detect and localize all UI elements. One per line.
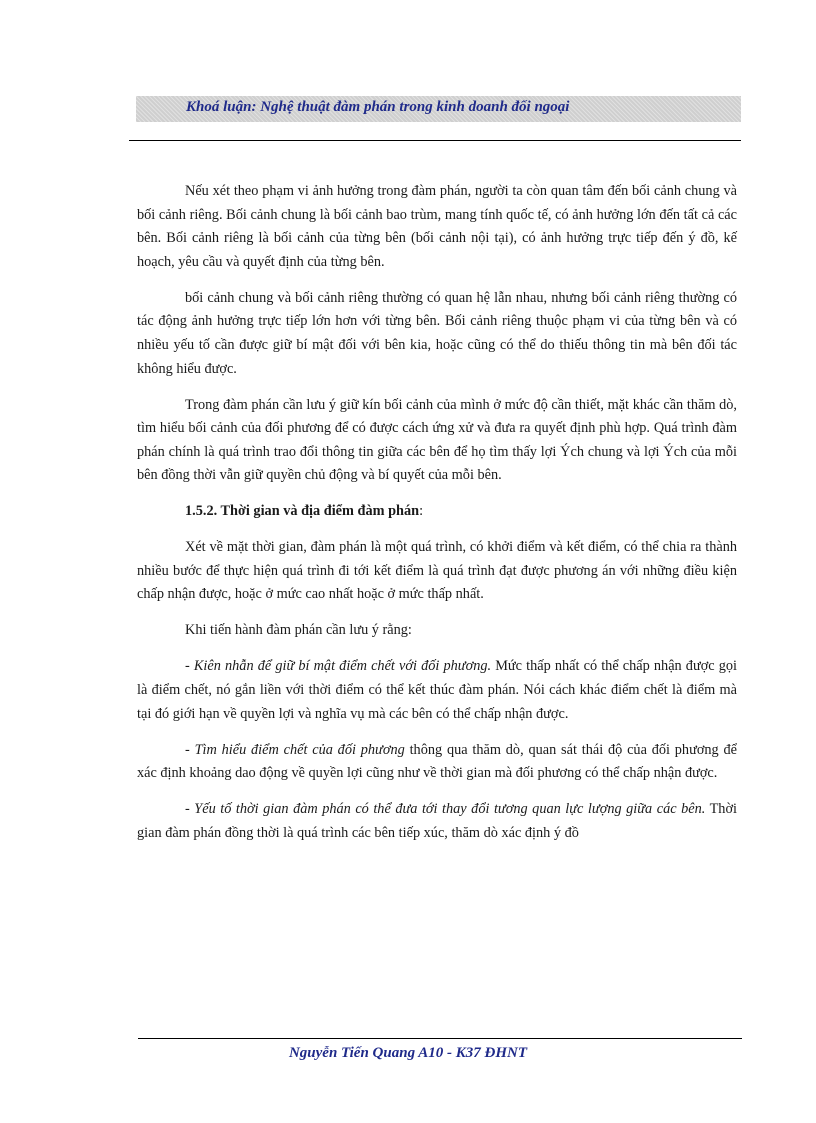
- section-heading: [137, 500, 737, 524]
- list-item-2-emphasis: - Tìm hiểu điểm chết của đối phương: [185, 741, 405, 758]
- paragraph-4: Xét về mặt thời gian, đàm phán là một quá trình, có khởi điểm và kết điểm, có thể chia ra thành nhiều bước để thực hiện quá trình đi tới kết điểm là quá trình đạt được phương án với những điều kiện chấp nhận được, hoặc ở mức cao nhất hoặc ở mức thấp nhất.: [137, 539, 737, 603]
- list-item-1-text: Mức thấp nhất có thể chấp nhận được gọi là điểm chết, nó gắn liền với thời điểm có thể kết thúc đàm phán. Nói cách khác điểm chết là điểm mà tại đó giới hạn về quyền lợi và nghĩa vụ mà các bên có thể chấp nhận được.: [137, 658, 738, 722]
- paragraph-5: Khi tiến hành đàm phán cần lưu ý rằng:: [185, 622, 412, 639]
- section-heading-colon: :: [419, 503, 424, 520]
- footer-author: Nguyễn Tiến Quang A10 - K37 ĐHNT: [288, 1045, 528, 1061]
- list-item-3-emphasis: - Yếu tố thời gian đàm phán có thể đưa tới thay đổi tương quan lực lượng giữa các bên.: [185, 801, 706, 818]
- paragraph-3: Trong đàm phán cần lưu ý giữ kín bối cảnh của mình ở mức độ cần thiết, mặt khác cần thăm dò, tìm hiểu bối cảnh của đối phương để có được cách ứng xử và đưa ra quyết định phù hợp. Quá trình đàm phán chính là quá trình trao đổi thông tin giữa các bên để họ tìm thấy lợi Ých chung và lợi Ých của mỗi bên đồng thời vẫn giữ quyền chủ động và bí quyết của mỗi bên.: [137, 396, 737, 484]
- list-item-3: [137, 798, 737, 845]
- section-heading-text: 1.5.2. Thời gian và địa điểm đàm phán: [185, 503, 420, 520]
- list-item-2: [137, 739, 737, 786]
- list-item-1: [137, 655, 737, 726]
- list-item-2-text: thông qua thăm dò, quan sát thái độ của đối phương để xác định khoảng dao động về quyền lợi cũng như về thời gian mà đối phương có thể chấp nhận được.: [137, 741, 737, 782]
- header-title: Khoá luận: Nghệ thuật đàm phán trong kinh doanh đối ngoại: [186, 99, 570, 115]
- header-rule: [129, 140, 741, 141]
- list-item-3-text: Thời gian đàm phán đồng thời là quá trình các bên tiếp xúc, thăm dò xác định ý đồ: [137, 801, 737, 841]
- footer-rule: [138, 1038, 742, 1039]
- list-item-1-emphasis: - Kiên nhẫn để giữ bí mật điểm chết với đối phương.: [185, 658, 492, 675]
- body-text: [137, 180, 737, 858]
- paragraph-1: Nếu xét theo phạm vi ảnh hưởng trong đàm phán, người ta còn quan tâm đến bối cảnh chung và bối cảnh riêng. Bối cảnh chung là bối cảnh bao trùm, mang tính quốc tế, có ảnh hưởng lớn đến tất cả các bên. Bối cảnh riêng là bối cảnh của từng bên (bối cảnh nội tại), có ảnh hưởng trực tiếp đến ý đồ, kế hoạch, yêu cầu và quyết định của từng bên.: [137, 183, 737, 270]
- paragraph-2: bối cảnh chung và bối cảnh riêng thường có quan hệ lẫn nhau, nhưng bối cảnh riêng thường có tác động ảnh hưởng trực tiếp lớn hơn với từng bên. Bối cảnh riêng thuộc phạm vi của từng bên và có nhiều yếu tố cần được giữ bí mật đối với bên kia, hoặc cũng có thể do thiếu thông tin mà bên đối tác không hiểu được.: [137, 289, 737, 377]
